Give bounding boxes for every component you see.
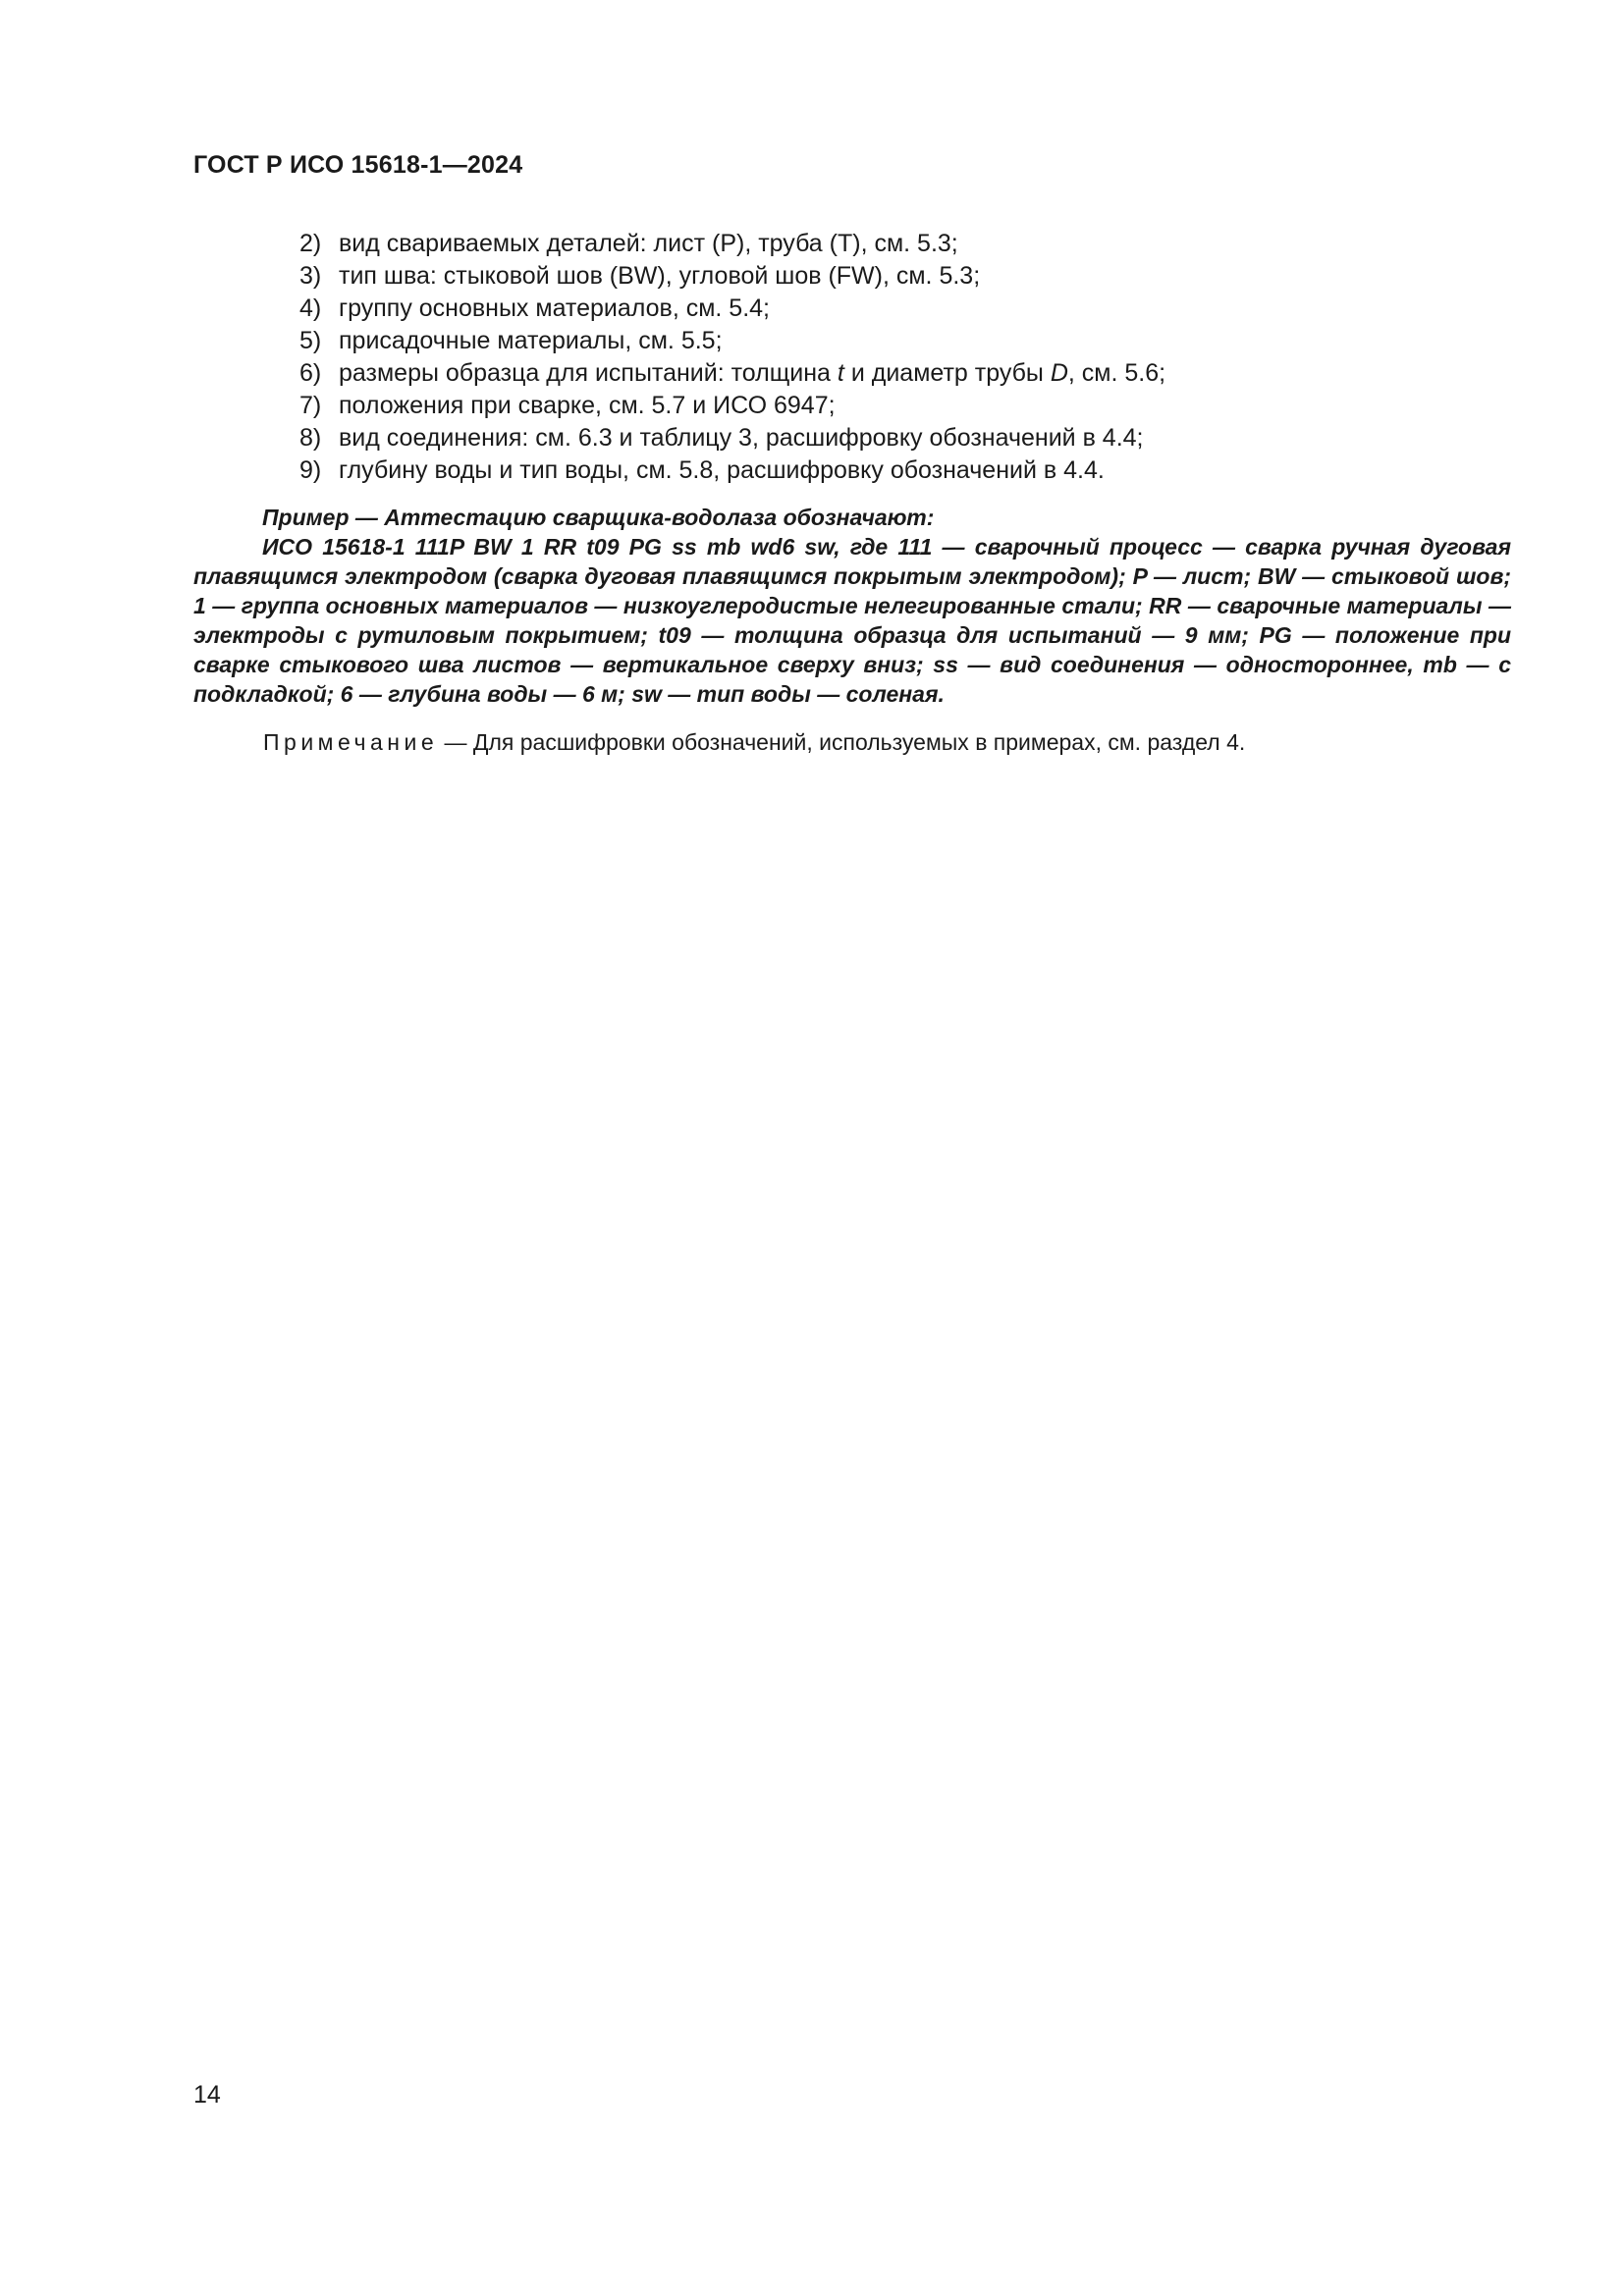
list-item-number: 5) (299, 327, 322, 354)
enumerated-list (299, 228, 1165, 487)
list-item (299, 422, 1165, 454)
note-paragraph (263, 727, 1245, 757)
list-item-text: вид соединения: см. 6.3 и таблицу 3, расшифровку обозначений в 4.4; (339, 424, 1144, 452)
list-item-number: 2) (299, 230, 322, 257)
list-item-text: положения при сварке, см. 5.7 и ИСО 6947; (339, 392, 836, 419)
list-item-number: 3) (299, 262, 322, 290)
note-label: Примечание (263, 729, 439, 755)
list-item-text: размеры образца для испытаний: толщина (339, 359, 838, 387)
list-item-number: 4) (299, 294, 322, 322)
example-body: ИСО 15618-1 111P BW 1 RR t09 PG ss mb wd6 sw, где 111 — сварочный процесс — сварка ручная дуговая плавящимся электродом (сварка дуговая плавящимся покрытым электродом); P — лист; BW — стыковой шов; 1 — группа основных материалов — низкоуглеродистые нелегированные стали; RR — сварочные материалы — электроды с рутиловым покрытием; t09 — толщина образца для испытаний — 9 мм; PG — положение при сварке стыкового шва листов — вертикальное сверху вниз; ss — вид соединения — одностороннее, mb — с подкладкой; 6 — глубина воды — 6 м; sw — тип воды — соленая. (193, 534, 1511, 707)
page-number: 14 (193, 2081, 221, 2109)
list-item-text: , см. 5.6; (1067, 359, 1166, 387)
list-item-number: 6) (299, 359, 322, 387)
list-item-text: присадочные материалы, см. 5.5; (339, 327, 723, 354)
list-item-text: глубину воды и тип воды, см. 5.8, расшифровку обозначений в 4.4. (339, 456, 1105, 484)
example-block (193, 503, 1511, 709)
list-item-text: группу основных материалов, см. 5.4; (339, 294, 770, 322)
thickness-symbol: t (837, 359, 844, 387)
list-item-number: 7) (299, 392, 322, 419)
list-item-text: и диаметр трубы (843, 359, 1051, 387)
list-item (299, 260, 1165, 293)
list-item-text: тип шва: стыковой шов (BW), угловой шов (FW), см. 5.3; (339, 262, 981, 290)
list-item (299, 454, 1165, 487)
list-item-text: вид свариваемых деталей: лист (P), труба (T), см. 5.3; (339, 230, 958, 257)
example-heading: Пример — Аттестацию сварщика-водолаза обозначают: (262, 505, 935, 530)
list-item (299, 357, 1165, 390)
note-text: — Для расшифровки обозначений, используемых в примерах, см. раздел 4. (438, 729, 1246, 755)
list-item-number: 8) (299, 424, 322, 452)
list-item (299, 325, 1165, 357)
document-header: ГОСТ Р ИСО 15618-1—2024 (193, 151, 523, 179)
list-item (299, 228, 1165, 260)
list-item-number: 9) (299, 456, 322, 484)
list-item (299, 293, 1165, 325)
diameter-symbol: D (1050, 359, 1068, 387)
list-item (299, 390, 1165, 422)
